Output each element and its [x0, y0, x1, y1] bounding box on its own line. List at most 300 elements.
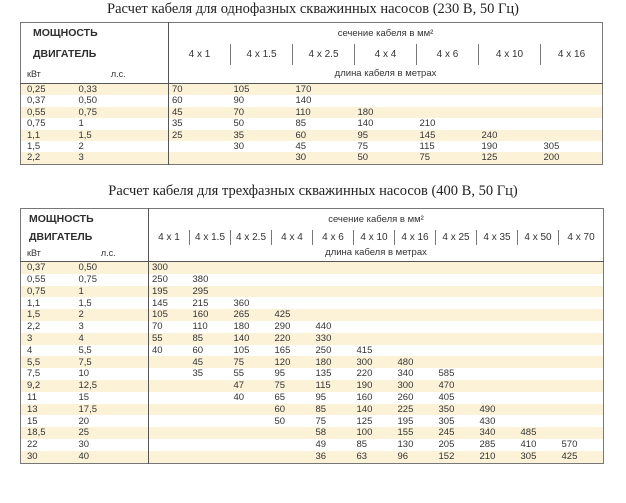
- cable-length-cell: [231, 451, 272, 463]
- power-hp: 20: [69, 415, 149, 427]
- power-hp: 7,5: [69, 356, 149, 368]
- cable-length-cell: [417, 95, 479, 106]
- cable-length-cell: 55: [231, 368, 272, 380]
- power-kw: 22: [21, 439, 69, 451]
- cable-length-cell: [559, 368, 604, 380]
- cable-size-header: 4 x 4: [272, 230, 313, 245]
- cable-length-cell: 50: [231, 118, 293, 129]
- cable-length-cell: 145: [417, 130, 479, 141]
- power-hp: 0,50: [69, 262, 149, 274]
- cable-length-cell: [518, 380, 559, 392]
- table-row: [21, 141, 603, 152]
- motor-header: ДВИГАТЕЛЬ: [21, 44, 169, 65]
- cable-length-cell: 45: [293, 141, 355, 152]
- cable-length-cell: 300: [395, 380, 436, 392]
- cable-length-cell: 140: [293, 95, 355, 106]
- cable-length-cell: [169, 152, 231, 164]
- cable-length-cell: 75: [231, 356, 272, 368]
- power-kw: 1,1: [21, 297, 69, 309]
- cable-length-cell: 250: [313, 345, 354, 357]
- cable-length-cell: [190, 380, 231, 392]
- power-hp: 15: [69, 392, 149, 404]
- cable-length-cell: 305: [518, 451, 559, 463]
- cable-length-cell: [395, 297, 436, 309]
- cable-length-cell: 170: [293, 84, 355, 96]
- table-row: [21, 356, 604, 368]
- cable-length-cell: [149, 439, 190, 451]
- cable-size-header: 4 x 4: [355, 44, 417, 65]
- cable-length-cell: [190, 439, 231, 451]
- power-kw: 18,5: [21, 427, 69, 439]
- cable-length-cell: [518, 356, 559, 368]
- power-kw: 1,5: [21, 309, 69, 321]
- cable-length-cell: 152: [436, 451, 477, 463]
- cable-length-cell: [231, 286, 272, 298]
- power-hp: 0,33: [69, 84, 169, 96]
- cable-length-cell: [354, 309, 395, 321]
- power-kw: 4: [21, 345, 69, 357]
- table-row: [21, 286, 604, 298]
- cable-length-cell: 95: [355, 130, 417, 141]
- cable-length-cell: [436, 321, 477, 333]
- cable-length-cell: 125: [479, 152, 541, 164]
- cable-length-cell: 75: [355, 141, 417, 152]
- cable-length-cell: 225: [395, 404, 436, 416]
- cable-length-cell: 180: [231, 321, 272, 333]
- cable-length-cell: [559, 262, 604, 274]
- cable-length-cell: 485: [518, 427, 559, 439]
- power-kw: 0,55: [21, 274, 69, 286]
- cable-length-cell: 50: [355, 152, 417, 164]
- cable-length-cell: 190: [479, 141, 541, 152]
- cable-length-cell: [436, 356, 477, 368]
- cable-length-cell: 95: [272, 368, 313, 380]
- cable-length-cell: [190, 262, 231, 274]
- cable-length-cell: 96: [395, 451, 436, 463]
- cable-length-cell: [518, 321, 559, 333]
- unit-hp: л.с.: [69, 65, 169, 84]
- cable-length-cell: [559, 286, 604, 298]
- cable-length-cell: 75: [417, 152, 479, 164]
- power-hp: 3: [69, 152, 169, 164]
- table-row: [21, 297, 604, 309]
- cable-length-cell: [559, 345, 604, 357]
- cable-length-cell: 180: [355, 107, 417, 118]
- length-title: длина кабеля в метрах: [169, 65, 603, 84]
- cable-length-cell: 155: [395, 427, 436, 439]
- power-kw: 0,75: [21, 118, 69, 129]
- cable-length-cell: [559, 309, 604, 321]
- cable-length-cell: [541, 84, 603, 96]
- cable-length-cell: 115: [313, 380, 354, 392]
- cable-length-cell: 49: [313, 439, 354, 451]
- power-hp: 5,5: [69, 345, 149, 357]
- table-row: [21, 118, 603, 129]
- power-kw: 0,55: [21, 107, 69, 118]
- cable-length-cell: [231, 404, 272, 416]
- table-row: [21, 84, 603, 96]
- power-kw: 1,1: [21, 130, 69, 141]
- cable-length-cell: 160: [190, 309, 231, 321]
- unit-hp: л.с.: [69, 245, 149, 262]
- power-hp: 1,5: [69, 130, 169, 141]
- cable-size-header: 4 x 70: [559, 230, 604, 245]
- cable-length-cell: [313, 286, 354, 298]
- table-row: [21, 95, 603, 106]
- cable-size-header: 4 x 1.5: [231, 44, 293, 65]
- cable-length-cell: [395, 333, 436, 345]
- table-row: [21, 107, 603, 118]
- cable-length-cell: [149, 427, 190, 439]
- cable-length-cell: [313, 274, 354, 286]
- power-kw: 0,37: [21, 262, 69, 274]
- cable-length-cell: [559, 427, 604, 439]
- cable-length-cell: 165: [272, 345, 313, 357]
- cable-length-cell: 215: [190, 297, 231, 309]
- cable-length-cell: [559, 356, 604, 368]
- cable-length-cell: 140: [354, 404, 395, 416]
- cable-length-cell: 110: [293, 107, 355, 118]
- cable-length-cell: [272, 297, 313, 309]
- cable-length-cell: [518, 309, 559, 321]
- cable-length-cell: [272, 286, 313, 298]
- cable-length-cell: 35: [231, 130, 293, 141]
- cable-length-cell: [479, 107, 541, 118]
- section-title: сечение кабеля в мм²: [169, 23, 603, 45]
- cable-length-cell: 50: [272, 415, 313, 427]
- power-kw: 1,5: [21, 141, 69, 152]
- cable-length-cell: 70: [231, 107, 293, 118]
- cable-length-cell: [231, 262, 272, 274]
- three-phase-cable-table: [20, 208, 604, 464]
- cable-length-cell: 405: [436, 392, 477, 404]
- cable-length-cell: [518, 333, 559, 345]
- cable-length-cell: [477, 321, 518, 333]
- cable-length-cell: [436, 297, 477, 309]
- cable-length-cell: [479, 95, 541, 106]
- cable-size-header: 4 x 6: [417, 44, 479, 65]
- cable-length-cell: 30: [293, 152, 355, 164]
- cable-length-cell: 265: [231, 309, 272, 321]
- cable-length-cell: [477, 333, 518, 345]
- table-row: [21, 451, 604, 463]
- power-hp: 1: [69, 118, 169, 129]
- cable-length-cell: 210: [477, 451, 518, 463]
- cable-length-cell: [354, 262, 395, 274]
- cable-length-cell: [231, 152, 293, 164]
- table-row: [21, 427, 604, 439]
- cable-length-cell: [272, 427, 313, 439]
- cable-length-cell: [149, 451, 190, 463]
- cable-length-cell: [436, 333, 477, 345]
- power-hp: 2: [69, 141, 169, 152]
- cable-length-cell: [479, 84, 541, 96]
- cable-length-cell: 295: [190, 286, 231, 298]
- cable-size-header: 4 x 1: [149, 230, 190, 245]
- power-kw: 5,5: [21, 356, 69, 368]
- cable-length-cell: [231, 439, 272, 451]
- cable-length-cell: [541, 95, 603, 106]
- cable-length-cell: 330: [313, 333, 354, 345]
- table2-caption: Расчет кабеля для трехфазных скважинных насосов (400 В, 50 Гц): [108, 183, 518, 199]
- cable-length-cell: 490: [477, 404, 518, 416]
- cable-length-cell: 55: [149, 333, 190, 345]
- power-kw: 9,2: [21, 380, 69, 392]
- cable-length-cell: [436, 286, 477, 298]
- cable-length-cell: 145: [149, 297, 190, 309]
- cable-length-cell: [149, 380, 190, 392]
- power-hp: 1: [69, 286, 149, 298]
- cable-length-cell: 60: [190, 345, 231, 357]
- cable-length-cell: [541, 118, 603, 129]
- cable-length-cell: [436, 309, 477, 321]
- cable-length-cell: 350: [436, 404, 477, 416]
- cable-size-header: 4 x 35: [477, 230, 518, 245]
- cable-length-cell: 210: [417, 118, 479, 129]
- power-hp: 10: [69, 368, 149, 380]
- cable-length-cell: [272, 439, 313, 451]
- cable-length-cell: 35: [190, 368, 231, 380]
- cable-length-cell: 260: [395, 392, 436, 404]
- table-row: [21, 345, 604, 357]
- cable-length-cell: 110: [190, 321, 231, 333]
- cable-length-cell: [231, 274, 272, 286]
- cable-length-cell: 570: [559, 439, 604, 451]
- cable-length-cell: [395, 286, 436, 298]
- cable-length-cell: 160: [354, 392, 395, 404]
- cable-length-cell: 300: [354, 356, 395, 368]
- cable-length-cell: [518, 368, 559, 380]
- cable-length-cell: 130: [395, 439, 436, 451]
- table-row: [21, 321, 604, 333]
- cable-length-cell: 63: [354, 451, 395, 463]
- cable-length-cell: [354, 297, 395, 309]
- cable-length-cell: 585: [436, 368, 477, 380]
- cable-length-cell: [477, 380, 518, 392]
- cable-length-cell: [190, 415, 231, 427]
- cable-length-cell: [395, 321, 436, 333]
- cable-length-cell: [231, 427, 272, 439]
- cable-length-cell: [477, 368, 518, 380]
- cable-size-header: 4 x 6: [313, 230, 354, 245]
- cable-length-cell: 140: [231, 333, 272, 345]
- power-hp: 1,5: [69, 297, 149, 309]
- power-kw: 2,2: [21, 152, 69, 164]
- cable-length-cell: [149, 404, 190, 416]
- cable-length-cell: [354, 286, 395, 298]
- cable-size-header: 4 x 2.5: [231, 230, 272, 245]
- cable-length-cell: [518, 415, 559, 427]
- cable-size-header: 4 x 25: [436, 230, 477, 245]
- cable-length-cell: [559, 333, 604, 345]
- cable-length-cell: 415: [354, 345, 395, 357]
- cable-length-cell: [559, 415, 604, 427]
- cable-length-cell: 35: [169, 118, 231, 129]
- cable-length-cell: [354, 274, 395, 286]
- table-row: [21, 392, 604, 404]
- power-hp: 0,75: [69, 274, 149, 286]
- power-kw: 0,25: [21, 84, 69, 96]
- cable-length-cell: [477, 274, 518, 286]
- cable-length-cell: [559, 321, 604, 333]
- cable-length-cell: 85: [313, 404, 354, 416]
- cable-length-cell: [541, 107, 603, 118]
- cable-length-cell: 480: [395, 356, 436, 368]
- cable-length-cell: 250: [149, 274, 190, 286]
- table-row: [21, 152, 603, 164]
- cable-length-cell: 340: [395, 368, 436, 380]
- cable-length-cell: [479, 118, 541, 129]
- cable-length-cell: 45: [190, 356, 231, 368]
- table-row: [21, 415, 604, 427]
- cable-length-cell: 105: [231, 345, 272, 357]
- cable-length-cell: [272, 451, 313, 463]
- cable-length-cell: [559, 274, 604, 286]
- cable-length-cell: 125: [354, 415, 395, 427]
- power-hp: 4: [69, 333, 149, 345]
- cable-length-cell: [436, 274, 477, 286]
- cable-length-cell: 25: [169, 130, 231, 141]
- cable-size-header: 4 x 16: [395, 230, 436, 245]
- cable-length-cell: [313, 262, 354, 274]
- power-hp: 0,75: [69, 107, 169, 118]
- cable-length-cell: 36: [313, 451, 354, 463]
- cable-length-cell: 65: [272, 392, 313, 404]
- power-hp: 25: [69, 427, 149, 439]
- cable-length-cell: [518, 345, 559, 357]
- cable-length-cell: 380: [190, 274, 231, 286]
- cable-length-cell: 245: [436, 427, 477, 439]
- cable-length-cell: 70: [169, 84, 231, 96]
- power-kw: 13: [21, 404, 69, 416]
- cable-size-header: 4 x 16: [541, 44, 603, 65]
- motor-header: ДВИГАТЕЛЬ: [21, 230, 149, 245]
- cable-length-cell: 95: [313, 392, 354, 404]
- cable-length-cell: 85: [190, 333, 231, 345]
- cable-length-cell: [436, 345, 477, 357]
- cable-length-cell: 470: [436, 380, 477, 392]
- cable-length-cell: [395, 262, 436, 274]
- table-row: [21, 368, 604, 380]
- cable-length-cell: 190: [354, 380, 395, 392]
- cable-size-header: 4 x 50: [518, 230, 559, 245]
- table-row: [21, 333, 604, 345]
- cable-length-cell: 60: [293, 130, 355, 141]
- cable-length-cell: [313, 309, 354, 321]
- cable-length-cell: [395, 309, 436, 321]
- power-hp: 30: [69, 439, 149, 451]
- cable-length-cell: [149, 392, 190, 404]
- cable-length-cell: [190, 427, 231, 439]
- table-row: [21, 274, 604, 286]
- cable-length-cell: [518, 297, 559, 309]
- cable-length-cell: [190, 404, 231, 416]
- cable-length-cell: [518, 262, 559, 274]
- cable-length-cell: [395, 274, 436, 286]
- power-kw: 3: [21, 333, 69, 345]
- cable-length-cell: 195: [395, 415, 436, 427]
- cable-length-cell: [559, 380, 604, 392]
- unit-kw: кВт: [21, 65, 69, 84]
- cable-length-cell: [559, 297, 604, 309]
- cable-length-cell: 40: [149, 345, 190, 357]
- cable-length-cell: 220: [272, 333, 313, 345]
- cable-length-cell: [559, 392, 604, 404]
- table-row: [21, 309, 604, 321]
- cable-length-cell: 100: [354, 427, 395, 439]
- power-hp: 40: [69, 451, 149, 463]
- cable-length-cell: [477, 392, 518, 404]
- cable-length-cell: 200: [541, 152, 603, 164]
- cable-length-cell: 105: [149, 309, 190, 321]
- cable-length-cell: [354, 333, 395, 345]
- length-title: длина кабеля в метрах: [149, 245, 604, 262]
- cable-length-cell: 300: [149, 262, 190, 274]
- cable-length-cell: 290: [272, 321, 313, 333]
- power-hp: 2: [69, 309, 149, 321]
- cable-length-cell: 47: [231, 380, 272, 392]
- cable-length-cell: 425: [272, 309, 313, 321]
- cable-size-header: 4 x 10: [354, 230, 395, 245]
- cable-length-cell: [518, 274, 559, 286]
- cable-length-cell: 205: [436, 439, 477, 451]
- cable-length-cell: [355, 84, 417, 96]
- cable-length-cell: [313, 297, 354, 309]
- cable-length-cell: 105: [231, 84, 293, 96]
- power-kw: 0,75: [21, 286, 69, 298]
- power-hp: 12,5: [69, 380, 149, 392]
- power-kw: 15: [21, 415, 69, 427]
- table-row: [21, 404, 604, 416]
- cable-length-cell: 220: [354, 368, 395, 380]
- unit-kw: кВт: [21, 245, 69, 262]
- cable-length-cell: 305: [436, 415, 477, 427]
- cable-length-cell: 360: [231, 297, 272, 309]
- cable-length-cell: 340: [477, 427, 518, 439]
- cable-length-cell: [477, 356, 518, 368]
- cable-length-cell: 45: [169, 107, 231, 118]
- cable-length-cell: [395, 345, 436, 357]
- cable-length-cell: [518, 392, 559, 404]
- cable-length-cell: [190, 451, 231, 463]
- cable-length-cell: [477, 309, 518, 321]
- cable-length-cell: 60: [272, 404, 313, 416]
- cable-length-cell: [149, 415, 190, 427]
- cable-length-cell: [272, 274, 313, 286]
- cable-size-header: 4 x 2.5: [293, 44, 355, 65]
- cable-length-cell: 120: [272, 356, 313, 368]
- cable-length-cell: [149, 356, 190, 368]
- cable-length-cell: 60: [169, 95, 231, 106]
- cable-length-cell: [559, 404, 604, 416]
- cable-length-cell: [231, 415, 272, 427]
- cable-length-cell: 75: [313, 415, 354, 427]
- power-hp: 3: [69, 321, 149, 333]
- cable-length-cell: [272, 262, 313, 274]
- cable-length-cell: 140: [355, 118, 417, 129]
- power-kw: 30: [21, 451, 69, 463]
- cable-length-cell: 58: [313, 427, 354, 439]
- power-kw: 11: [21, 392, 69, 404]
- cable-length-cell: 135: [313, 368, 354, 380]
- table-row: [21, 439, 604, 451]
- cable-length-cell: 40: [231, 392, 272, 404]
- cable-length-cell: 440: [313, 321, 354, 333]
- cable-length-cell: 240: [479, 130, 541, 141]
- table-row: [21, 262, 604, 274]
- cable-length-cell: 85: [354, 439, 395, 451]
- cable-length-cell: [190, 392, 231, 404]
